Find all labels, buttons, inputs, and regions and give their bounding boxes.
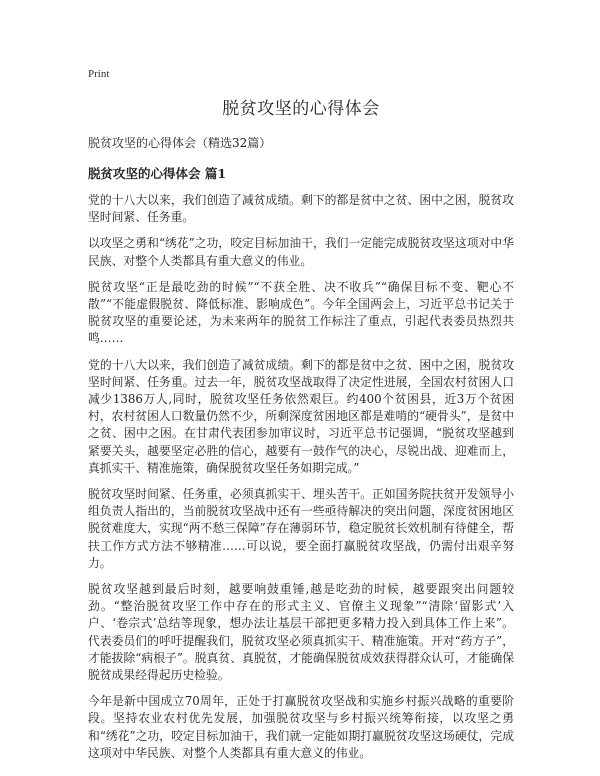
paragraph-7: 今年是新中国成立70周年，正处于打赢脱贫攻坚战和实施乡村振兴战略的重要阶段。坚持农业农村优先发展，加强脱贫攻坚与乡村振兴统筹衔接，以攻坚之勇和“绣花”之功，咬定目标加油干，我们就一定能如期打赢脱贫攻坚这场硬仗，完成这项对中华民族、对整个人类都具有重大意义的伟业。 [88, 694, 514, 760]
paragraph-5: 脱贫攻坚时间紧、任务重，必须真抓实干、埋头苦干。正如国务院扶贫开发领导小组负责人指出的，当前脱贫攻坚战中还有一些亟待解决的突出问题，深度贫困地区脱贫难度大，实现“两不愁三保障”存在薄弱环节，稳定脱贫长效机制有待健全，帮扶工作方式方法不够精准……可以说，要全面打赢脱贫攻坚战，仍需付出艰辛努力。 [88, 487, 514, 570]
paragraph-2: 以攻坚之勇和“绣花”之功，咬定目标加油干，我们一定能完成脱贫攻坚这项对中华民族、对整个人类都具有重大意义的伟业。 [88, 236, 514, 268]
page-title: 脱贫攻坚的心得体会 [222, 99, 380, 119]
paragraph-4: 党的十八大以来，我们创造了减贫成绩。剩下的都是贫中之贫、困中之困，脱贫攻坚时间紧、任务重。过去一年，脱贫攻坚战取得了决定性进展，全国农村贫困人口减少1386万人,同时，脱贫攻坚任务依然艰巨。约400个贫困县，近3万个贫困村，农村贫困人口数量仍然不少，所剩深度贫困地区都是难啃的“硬骨头”，是贫中之贫、困中之困。在甘肃代表团参加审议时，习近平总书记强调，“脱贫攻坚越到紧要关头，越要坚定必胜的信心，越要有一鼓作气的决心，尽锐出战、迎难而上，真抓实干、精准施策，确保脱贫攻坚任务如期完成。” [88, 357, 514, 475]
print-link[interactable]: Print [88, 68, 110, 80]
paragraph-3: 脱贫攻坚“正是最吃劲的时候”“不获全胜、决不收兵”“确保目标不变、靶心不散”“不能虚假脱贫、降低标准、影响成色”。今年全国两会上，习近平总书记关于脱贫攻坚的重要论述，为未来两年的脱贫工作标注了重点，引起代表委员热烈共鸣…… [88, 279, 514, 346]
document-page [88, 68, 514, 771]
section-heading: 脱贫攻坚的心得体会 篇1 [88, 166, 227, 181]
paragraph-6: 脱贫攻坚越到最后时刻，越要响鼓重锤,越是吃劲的时候，越要跟突出问题较劲。“整治脱贫攻坚工作中存在的形式主义、官僚主义现象”“清除‘留影式’入户、‘卷宗式’总结等现象，想办法让基层干部把更多精力投入到具体工作上来”。代表委员们的呼吁提醒我们，脱贫攻坚必须真抓实干、精准施策。开对“药方子”，才能拔除“病根子”。脱真贫、真脱贫，才能确保脱贫成效获得群众认可，才能确保脱贫成果经得起历史检验。 [88, 582, 514, 683]
document-subtitle: 脱贫攻坚的心得体会（精选32篇） [88, 136, 272, 150]
paragraph-1: 党的十八大以来，我们创造了减贫成绩。剩下的都是贫中之贫、困中之困，脱贫攻坚时间紧、任务重。 [88, 193, 514, 225]
